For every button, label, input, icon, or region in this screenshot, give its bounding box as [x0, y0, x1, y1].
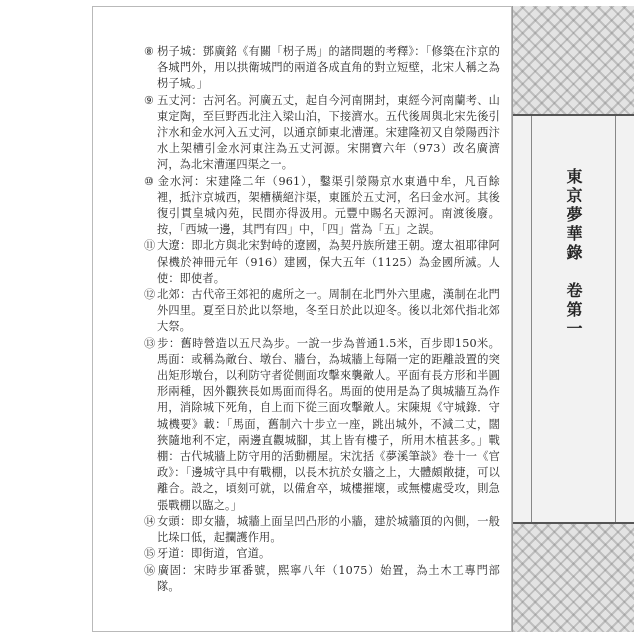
- lattice-pattern-bottom: [513, 522, 634, 632]
- note-number: ⑬: [144, 336, 156, 350]
- note-9: [144, 93, 500, 174]
- note-text: 金水河：宋建隆二年（961），鑿渠引滎陽京水東過中牟，凡百餘裡，抵汴京城西，架槽橫絕汴渠，東匯於五丈河，名曰金水河。其後復引貫皇城內苑，民間亦得汲用。元豐中賜名天源河。南渡後廢。按，「西城一邊，其門有四」中，「四」當為「五」之誤。: [157, 174, 500, 237]
- note-text: 牙道：即街道，官道。: [157, 547, 271, 561]
- running-title: 東京夢華錄 卷第一: [564, 168, 583, 339]
- side-margin-band: [512, 6, 634, 632]
- note-number: ⑧: [144, 45, 155, 58]
- note-8: [144, 44, 500, 93]
- note-number: ⑫: [144, 288, 156, 302]
- note-text: 枴子城：鄧廣銘《有關「枴子馬」的諸問題的考釋》：「修築在汴京的各城門外，用以拱衛城門的兩道各成直角的對立短壁，北宋人稱之為枴子城。」: [157, 45, 500, 91]
- note-number: ⑭: [144, 514, 156, 528]
- note-number: ⑨: [144, 93, 155, 107]
- note-text: 女頭：即女牆，城牆上面呈凹凸形的小牆，建於城牆頂的內側，一般比垛口低，起攔護作用。: [157, 514, 500, 545]
- note-number: ⑯: [144, 563, 156, 577]
- note-text: 五丈河：古河名。河廣五丈，起自今河南開封，東經今河南蘭考、山東定陶，至巨野西北注入梁山泊，下接濟水。五代後周與北宋先後引汴水和金水河入五丈河，以通京師東北漕運。宋建隆初又自滎陽西汴水上架槽引金水河東注為五丈河源。宋開寶六年（973）改名廣濟河，為北宋漕運四渠之一。: [157, 93, 500, 172]
- note-number: ⑩: [144, 174, 155, 188]
- note-10: [144, 174, 500, 239]
- note-14: [144, 514, 500, 546]
- notes-list: [144, 44, 500, 595]
- note-text: 大遼：即北方與北宋對峙的遼國，為契丹族所建王朝。遼太祖耶律阿保機於神冊元年（916）建國，保大五年（1125）為金國所滅。人使：即使者。: [157, 239, 500, 285]
- note-13: [144, 336, 500, 514]
- note-text: 廣固：宋時步軍番號，熙寧八年（1075）始置，為土木工專門部隊。: [157, 563, 500, 593]
- note-16: [144, 563, 500, 595]
- note-15: [144, 546, 500, 562]
- note-number: ⑪: [144, 239, 156, 253]
- note-12: [144, 287, 500, 336]
- note-text: 北郊：古代帝王郊祀的處所之一。周制在北門外六里處，漢制在北門外四里。夏至日於此以祭地，冬至日於此以迎冬。後以北郊代指北郊大祭。: [157, 288, 500, 334]
- side-rule-left: [531, 116, 532, 522]
- lattice-pattern-top: [513, 6, 634, 116]
- note-number: ⑮: [144, 547, 156, 561]
- side-rule-right: [615, 116, 616, 522]
- note-text: 步：舊時營造以五尺為步。一說一步為普通1.5米，百步即150米。馬面：或稱為敵台、墩台、牆台，為城牆上每隔一定的距離設置的突出矩形墩台，以利防守者從側面攻擊來襲敵人。平面有長方形和半圓形兩種，因外觀狹長如馬面而得名。馬面的使用是為了與城牆互為作用，消除城下死角，自上而下從三面攻擊敵人。宋陳規《守城錄．守城機要》載：「馬面，舊制六十步立一座，跳出城外，不減二丈，闊狹隨地利不定，兩邊直觀城腳，其上皆有樓子，所用木植甚多。」戰棚：古代城牆上防守用的活動棚屋。宋沈括《夢溪筆談》卷十一《官政》：「邊城守具中有戰棚，以長木抗於女牆之上，大體頗敞捷，可以離合。設之，頃刻可就，以備倉卒，城樓摧壞，或無樓處受攻，則急張戰棚以臨之。」: [157, 336, 500, 512]
- note-11: [144, 238, 500, 287]
